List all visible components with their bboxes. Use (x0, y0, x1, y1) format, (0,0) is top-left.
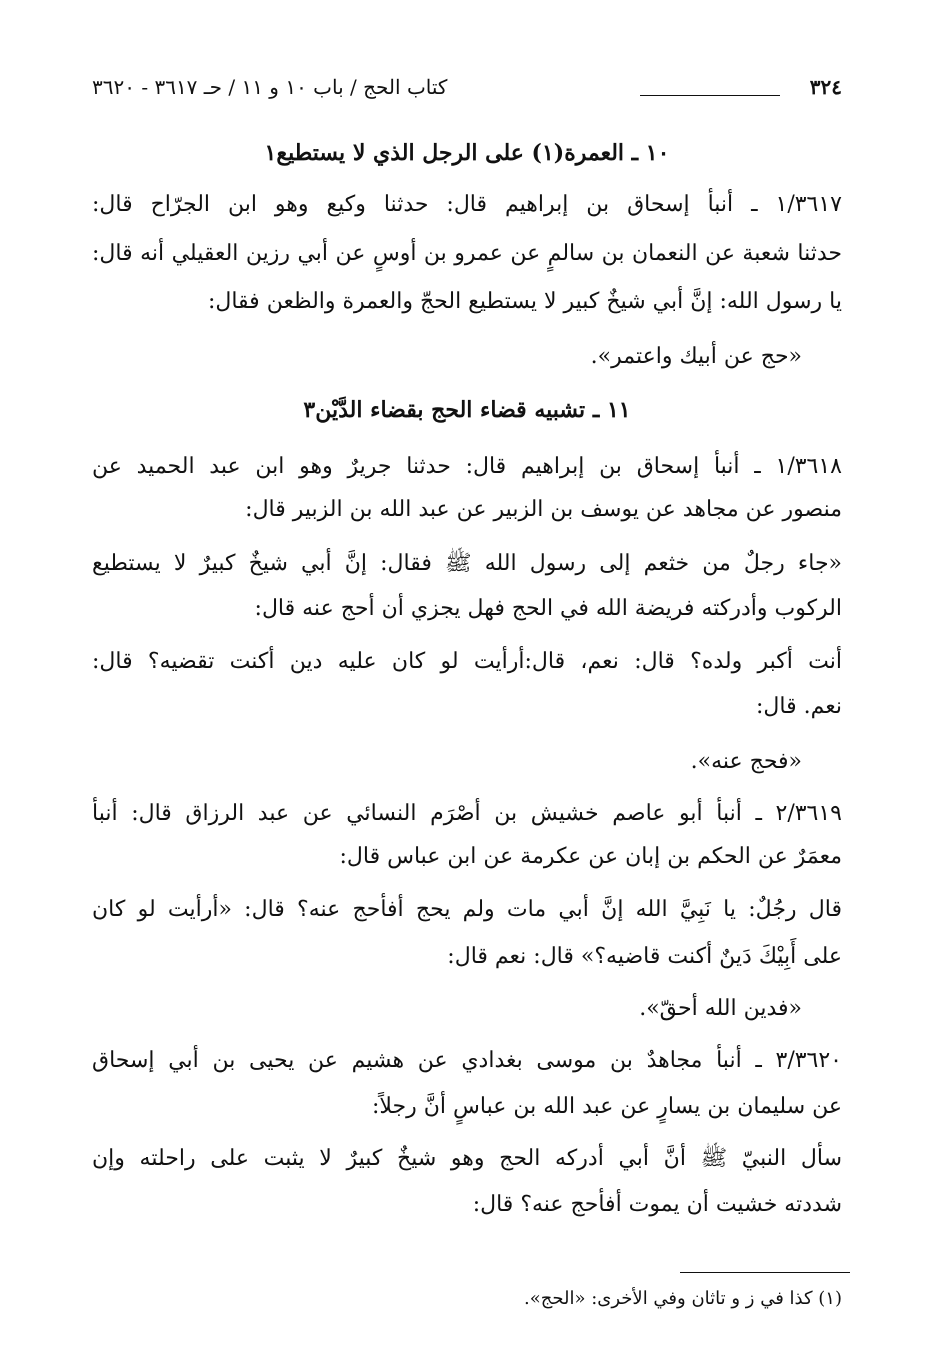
hadith-3617-line-2: حدثنا شعبة عن النعمان بن سالمٍ عن عمرو بن أوسٍ عن أبي رزين العقيلي أنه قال: (92, 241, 842, 266)
footnote: (١) كذا في ز و تاثان وفي الأخرى: «الحج». (524, 1288, 842, 1309)
hadith-3619-line-1: ٢/٣٦١٩ ـ أنبأ أبو عاصم خشيش بن أصْرَم النسائي عن عبد الرزاق قال: أنبأ (92, 801, 842, 826)
section-11-title: ١١ ـ تشبيه قضاء الحج بقضاء الدَّيْن٣ (303, 397, 631, 423)
hadith-3620-line-2: عن سليمان بن يسارٍ عن عبد الله بن عباسٍ أنَّ رجلاً: (372, 1094, 842, 1119)
hadith-3618-line-1: ١/٣٦١٨ ـ أنبأ إسحاق بن إبراهيم قال: حدثنا جريرٌ وهو ابن عبد الحميد عن (92, 454, 842, 479)
hadith-3620-line-1: ٣/٣٦٢٠ ـ أنبأ مجاهدٌ بن موسى بغدادي عن هشيم عن يحيى بن أبي إسحاق (92, 1048, 842, 1073)
hadith-3620-line-3: سأل النبيّ ﷺ أنَّ أبي أدركه الحج وهو شيخٌ كبيرٌ لا يثبت على راحلته وإن (92, 1146, 842, 1171)
hadith-3618-line-6: نعم. قال: (756, 694, 842, 719)
header-rule (640, 95, 780, 96)
hadith-3618-line-4: الركوب وأدركته فريضة الله في الحج فهل يجزي أن أحج عنه قال: (254, 596, 842, 621)
section-10-title: ١٠ ـ العمرة(١) على الرجل الذي لا يستطيع١ (264, 140, 670, 166)
hadith-3619-line-5: «فدين الله أحقّ». (639, 996, 802, 1021)
hadith-3617-line-3: يا رسول الله: إنَّ أبي شيخٌ كبير لا يستطيع الحجّ والعمرة والظعن فقال: (207, 289, 842, 314)
hadith-3619-line-3: قال رجُلٌ: يا نَبِيَّ الله إنَّ أبي مات ولم يحج أفأحج عنه؟ قال: «أرأيت لو كان (92, 897, 842, 922)
hadith-3618-line-7: «فحج عنه». (690, 749, 802, 774)
hadith-3620-line-4: شددته خشيت أن يموت أفأحج عنه؟ قال: (472, 1192, 842, 1217)
running-title: كتاب الحج / باب ١٠ و ١١ / حـ ٣٦١٧ - ٣٦٢٠ (92, 75, 448, 99)
hadith-3619-line-2: معمَرٌ عن الحكم بن إبان عن عكرمة عن ابن عباس قال: (339, 844, 842, 869)
hadith-3617-line-4: «حج عن أبيك واعتمر». (590, 344, 802, 369)
hadith-3619-line-4: على أَبِيْكَ دَينٌ أكنت قاضيه؟» قال: نعم قال: (447, 944, 842, 969)
page-number: ٣٢٤ (809, 75, 842, 99)
hadith-3617-line-1: ١/٣٦١٧ ـ أنبأ إسحاق بن إبراهيم قال: حدثنا وكيع وهو ابن الجرّاح قال: (92, 192, 842, 217)
hadith-3618-line-5: أنت أكبر ولده؟ قال: نعم، قال:أرأيت لو كان عليه دين أكنت تقضيه؟ قال: (92, 649, 842, 674)
footnote-rule (680, 1272, 850, 1273)
hadith-3618-line-3: «جاء رجلٌ من خثعم إلى رسول الله ﷺ فقال: إنَّ أبي شيخٌ كبيرٌ لا يستطيع (92, 551, 842, 576)
hadith-3618-line-2: منصور عن مجاهد عن يوسف بن الزبير عن عبد الله بن الزبير قال: (245, 497, 842, 522)
running-header (92, 75, 842, 109)
